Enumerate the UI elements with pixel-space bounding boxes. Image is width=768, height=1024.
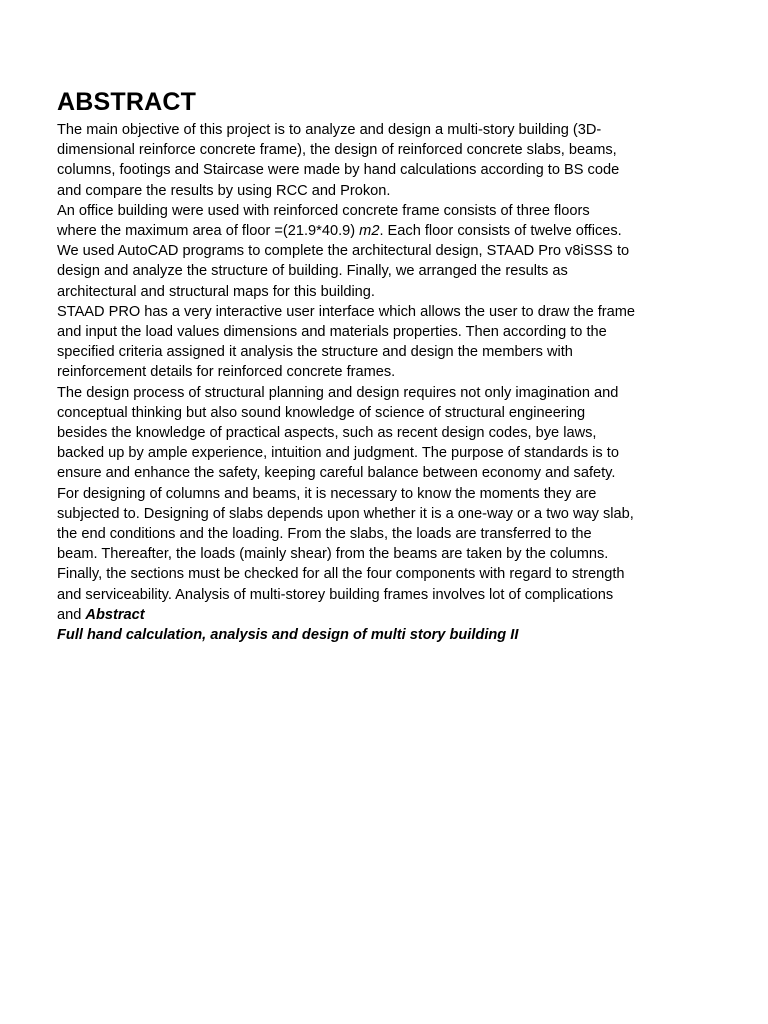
area-unit: m2	[359, 223, 380, 240]
text-line: columns, footings and Staircase were made by hand calculations according to BS code	[57, 162, 620, 179]
text-line-with-abstract	[57, 605, 717, 625]
text-fragment: . Each floor consists of twelve offices.	[379, 223, 622, 240]
text-line: The design process of structural planning and design requires not only imagination and	[57, 384, 619, 401]
text-line-with-unit	[57, 221, 717, 241]
text-line: reinforcement details for reinforced concrete frames.	[57, 364, 396, 381]
text-line: dimensional reinforce concrete frame), the design of reinforced concrete slabs, beams,	[57, 142, 617, 159]
text-line: subjected to. Designing of slabs depends upon whether it is a one-way or a two way slab,	[57, 505, 634, 522]
text-line: conceptual thinking but also sound knowledge of science of structural engineering	[57, 404, 586, 421]
text-line: and input the load values dimensions and materials properties. Then according to the	[57, 324, 607, 341]
text-line: beam. Thereafter, the loads (mainly shear) from the beams are taken by the columns.	[57, 546, 609, 563]
text-fragment: where the maximum area of floor =(21.9*40.9)	[57, 223, 360, 240]
text-line: and compare the results by using RCC and Prokon.	[57, 182, 391, 199]
text-line: The main objective of this project is to analyze and design a multi-story building (3D-	[57, 122, 602, 138]
text-fragment: and	[57, 606, 86, 623]
text-line: We used AutoCAD programs to complete the architectural design, STAAD Pro v8iSSS to	[57, 243, 630, 260]
abstract-inline-label: Abstract	[85, 606, 145, 623]
text-line: For designing of columns and beams, it is necessary to know the moments they are	[57, 485, 597, 502]
text-line: ensure and enhance the safety, keeping careful balance between economy and safety.	[57, 465, 616, 482]
text-line: STAAD PRO has a very interactive user interface which allows the user to draw the frame	[57, 303, 636, 320]
text-line: An office building were used with reinforced concrete frame consists of three floors	[57, 202, 590, 219]
text-line: Finally, the sections must be checked for all the four components with regard to strength	[57, 566, 625, 583]
text-line: and serviceability. Analysis of multi-storey building frames involves lot of complications	[57, 586, 614, 603]
text-line: specified criteria assigned it analysis the structure and design the members with	[57, 344, 573, 361]
abstract-heading: ABSTRACT	[57, 88, 197, 116]
document-page	[57, 86, 717, 645]
text-line: design and analyze the structure of building. Finally, we arranged the results as	[57, 263, 568, 280]
text-line: the end conditions and the loading. From the slabs, the loads are transferred to the	[57, 526, 592, 543]
text-line: backed up by ample experience, intuition and judgment. The purpose of standards is to	[57, 445, 619, 462]
text-line: architectural and structural maps for this building.	[57, 283, 375, 300]
text-line: besides the knowledge of practical aspects, such as recent design codes, bye laws,	[57, 425, 597, 442]
document-subtitle: Full hand calculation, analysis and design of multi story building II	[57, 627, 519, 644]
